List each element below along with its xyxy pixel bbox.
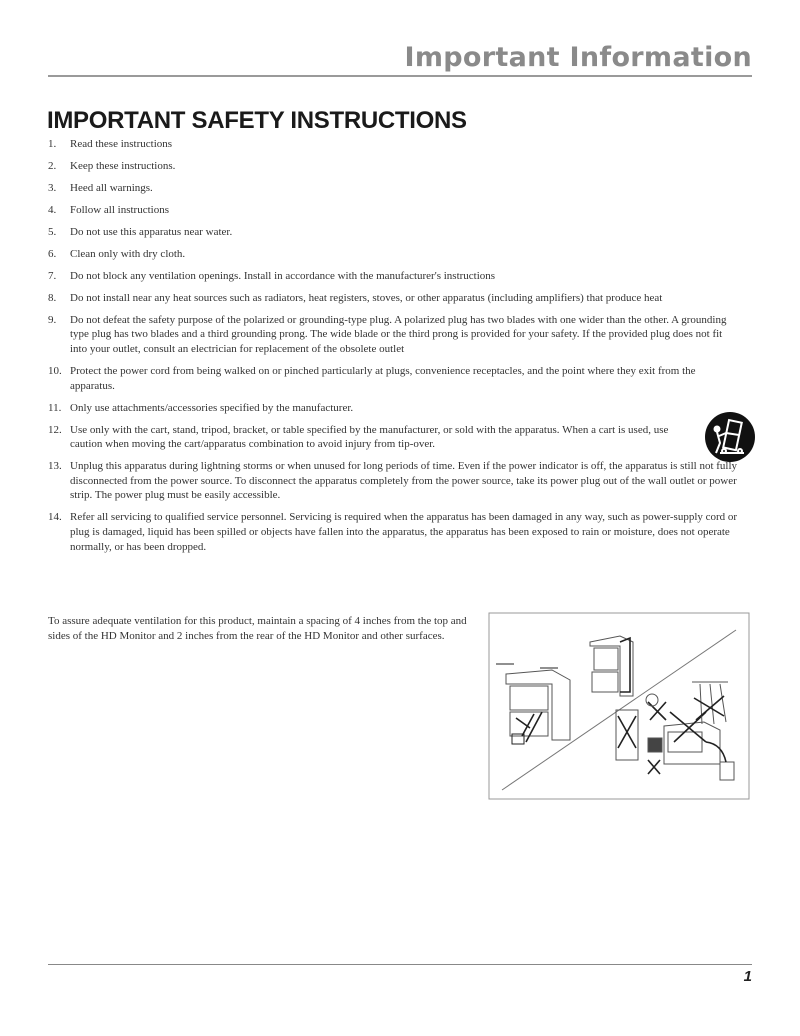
- list-item: [48, 269, 742, 284]
- header-title: Important Information: [404, 42, 752, 73]
- cart-tip-over-warning-icon: [704, 411, 756, 463]
- item-text: Refer all servicing to qualified service personnel. Servicing is required when the apparatus has been damaged in any way, such as power-supply cord or plug is damaged, liquid has been spilled or objects have fallen into the apparatus, the apparatus has been exposed to rain or moisture, does not operate normally, or has been dropped.: [70, 511, 738, 553]
- item-text: Do not install near any heat sources such as radiators, heat registers, stoves, or other apparatus (including amplifiers) that produce heat: [70, 291, 663, 304]
- item-number: 9.: [48, 313, 57, 326]
- header-rule: [48, 75, 752, 77]
- list-item: [48, 291, 742, 306]
- list-item: [48, 225, 742, 240]
- item-text: Unplug this apparatus during lightning storms or when unused for long periods of time. Even if the power indicator is off, the apparatus is still not fully disconnected from the power source. To disconnect the apparatus completely from the power source, take its power plug out of the wall outlet or power strip. The power plug must be easily accessible.: [70, 460, 738, 502]
- item-number: 13.: [48, 460, 62, 473]
- item-text: Do not defeat the safety purpose of the polarized or grounding-type plug. A polarized plug has two blades with one wider than the other. A grounding type plug has two blades and a third grounding prong. The wide blade or the third prong is provided for your safety. If the provided plug does not fit into your outlet, consult an electrician for replacement of the obsolete outlet: [70, 313, 727, 356]
- item-number: 4.: [48, 203, 57, 216]
- item-text: Do not block any ventilation openings. Install in accordance with the manufacturer's instructions: [70, 269, 496, 282]
- item-text: Use only with the cart, stand, tripod, bracket, or table specified by the manufacturer, or sold with the apparatus. When a cart is used, use caution when moving the cart/apparatus combination to avoid injury from tip-over.: [70, 423, 669, 451]
- list-item: [48, 510, 742, 554]
- item-text: Read these instructions: [70, 138, 173, 150]
- item-text: Protect the power cord from being walked on or pinched particularly at plugs, convenience receptacles, and the point where they exit from the apparatus.: [70, 365, 696, 392]
- item-text: Only use attachments/accessories specified by the manufacturer.: [70, 401, 354, 414]
- item-number: 6.: [48, 247, 57, 260]
- list-item: [48, 423, 742, 452]
- list-item: [48, 401, 742, 416]
- ventilation-diagram: [488, 612, 750, 800]
- item-number: 1.: [48, 138, 57, 150]
- item-text: Clean only with dry cloth.: [70, 247, 186, 260]
- item-number: 5.: [48, 225, 57, 238]
- page-number: 1: [743, 968, 752, 985]
- list-item: [48, 364, 742, 393]
- list-item: [48, 137, 742, 152]
- item-number: 11.: [48, 401, 62, 414]
- list-item: [48, 459, 742, 503]
- item-text: Heed all warnings.: [70, 181, 153, 194]
- list-item: [48, 203, 742, 218]
- item-number: 7.: [48, 269, 57, 282]
- item-number: 12.: [48, 423, 62, 436]
- list-item: [48, 159, 742, 174]
- item-text: Follow all instructions: [70, 203, 169, 216]
- item-number: 3.: [48, 181, 57, 194]
- item-number: 8.: [48, 291, 57, 304]
- list-item: [48, 313, 742, 357]
- safety-instructions-list: [48, 137, 742, 562]
- ventilation-text: To assure adequate ventilation for this product, maintain a spacing of 4 inches from the top and sides of the HD Monitor and 2 inches from the rear of the HD Monitor and other surfaces.: [48, 615, 467, 642]
- page-heading: IMPORTANT SAFETY INSTRUCTIONS: [47, 107, 467, 134]
- list-item: [48, 181, 742, 196]
- item-text: Keep these instructions.: [70, 159, 176, 172]
- footer-rule: [48, 964, 752, 965]
- item-number: 10.: [48, 365, 62, 378]
- item-number: 14.: [48, 511, 62, 524]
- item-number: 2.: [48, 159, 57, 172]
- list-item: [48, 247, 742, 262]
- item-text: Do not use this apparatus near water.: [70, 225, 233, 238]
